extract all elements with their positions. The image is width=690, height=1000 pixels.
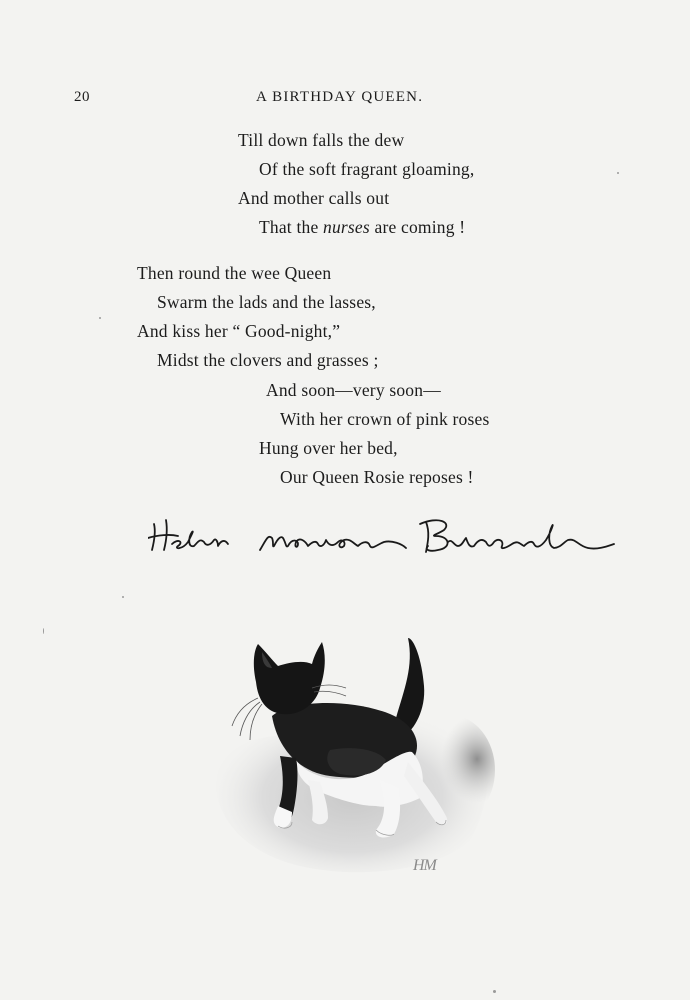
poem-line: Till down falls the dew (238, 130, 405, 150)
poem-line: Hung over her bed, (259, 438, 398, 458)
poem-line: Then round the wee Queen (137, 263, 332, 283)
poem-line: With her crown of pink roses (280, 409, 490, 429)
poem-line: And soon—very soon— (266, 380, 441, 400)
paper-speck (99, 317, 101, 319)
paper-speck (493, 990, 496, 993)
poem-line: Of the soft fragrant gloaming, (259, 159, 475, 179)
paper-speck (617, 172, 619, 174)
page-number: 20 (74, 89, 90, 105)
poem-line: Our Queen Rosie reposes ! (280, 467, 474, 487)
running-title: A BIRTHDAY QUEEN. (256, 89, 424, 105)
poem-line: Midst the clovers and grasses ; (157, 350, 379, 370)
poem-line: And kiss her “ Good-night,” (137, 321, 341, 341)
paper-speck (43, 628, 44, 634)
poem-line-part: are coming ! (369, 217, 466, 237)
artist-monogram: HM (413, 857, 436, 874)
handwritten-signature (148, 512, 618, 562)
poem-line (259, 217, 465, 238)
kitten-illustration (200, 630, 500, 890)
poem-italic-word: nurses (323, 217, 370, 237)
paper-speck (122, 596, 124, 598)
poem-line: Swarm the lads and the lasses, (157, 292, 376, 312)
poem-line-part: That the (259, 217, 323, 237)
poem-line: And mother calls out (238, 188, 390, 208)
